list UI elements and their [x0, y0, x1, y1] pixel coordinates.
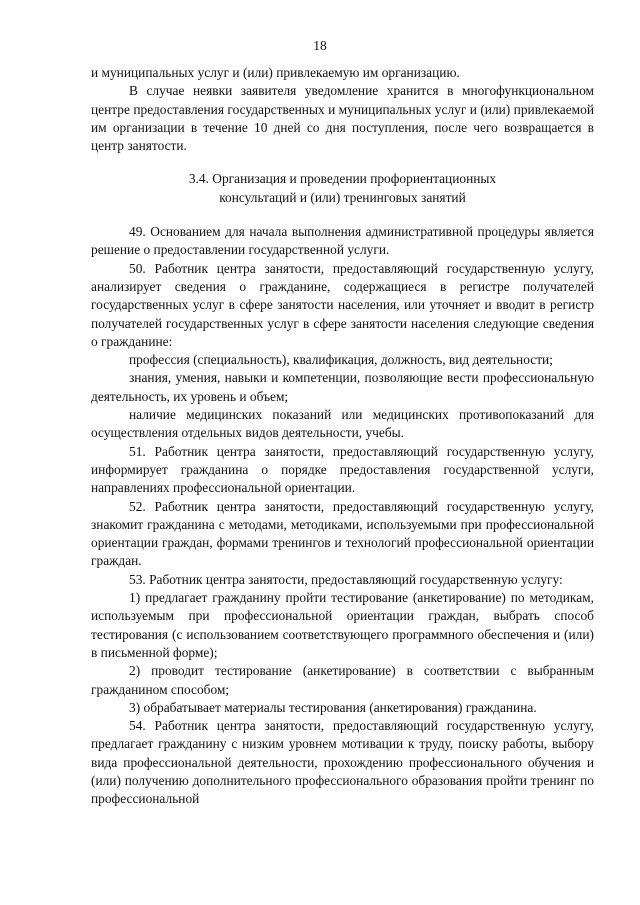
paragraph-54: 54. Работник центра занятости, предоставляющий государственную услугу, предлагает гражданину с низким уровнем мотивации к труду, поиску работы, выбору вида профессиональной деятельности, прохождению профессионального обучения и (или) получению дополнительного профессионального образования пройти тренинг по профессиональной: [91, 718, 594, 807]
section-heading: [91, 170, 594, 207]
paragraph-53-item-2: 2) проводит тестирование (анкетирование) в соответствии с выбранным гражданином способом;: [91, 663, 594, 697]
paragraph-50-item-profession: профессия (специальность), квалификация, должность, вид деятельности;: [129, 352, 553, 368]
paragraph-53: 53. Работник центра занятости, предоставляющий государственную услугу:: [129, 571, 563, 587]
paragraph-51: 51. Работник центра занятости, предоставляющий государственную услугу, информирует гражданина о порядке предоставления государственной услуги, направлениях профессиональной ориентации.: [91, 443, 594, 496]
section-heading-line-2: консультаций и (или) тренинговых занятий: [219, 189, 466, 205]
section-heading-line-1: 3.4. Организация и проведении профориентационных: [188, 171, 497, 187]
paragraph-50-item-medical: наличие медицинских показаний или медицинских противопоказаний для осуществления отдельных видов деятельности, учебы.: [91, 407, 594, 441]
paragraph-no-show-notice: В случае неявки заявителя уведомление хранится в многофункциональном центре предоставления государственных и муниципальных услуг и (или) привлекаемой им организации в течение 10 дней со дня поступления, после чего возвращается в центр занятости.: [91, 83, 594, 154]
paragraph-49: 49. Основанием для начала выполнения административной процедуры является решение о предоставлении государственной услуги.: [91, 224, 594, 258]
paragraph-continuation: и муниципальных услуг и (или) привлекаемую им организацию.: [91, 65, 460, 80]
paragraph-50-item-skills: знания, умения, навыки и компетенции, позволяющие вести профессиональную деятельность, их уровень и объем;: [91, 370, 594, 404]
page-number: 18: [313, 38, 327, 53]
paragraph-50: 50. Работник центра занятости, предоставляющий государственную услугу, анализирует сведения о гражданине, содержащиеся в регистре получателей государственных услуг в сфере занятости населения, или уточняет и вводит в регистр получателей государственных услуг в сфере занятости населения следующие сведения о гражданине:: [91, 260, 594, 349]
paragraph-53-item-1: 1) предлагает гражданину пройти тестирование (анкетирование) по методикам, используемым при профессиональной ориентации граждан, выбрать способ тестирования (с использованием соответствующего программного обеспечения и (или) в письменной форме);: [91, 590, 594, 660]
paragraph-52: 52. Работник центра занятости, предоставляющий государственную услугу, знакомит гражданина с методами, методиками, используемыми при профессиональной ориентации граждан, формами тренингов и технологий профессиональной ориентации граждан.: [91, 498, 594, 569]
paragraph-53-item-3: 3) обрабатывает материалы тестирования (анкетирования) гражданина.: [129, 699, 537, 715]
document-body: [91, 64, 594, 809]
